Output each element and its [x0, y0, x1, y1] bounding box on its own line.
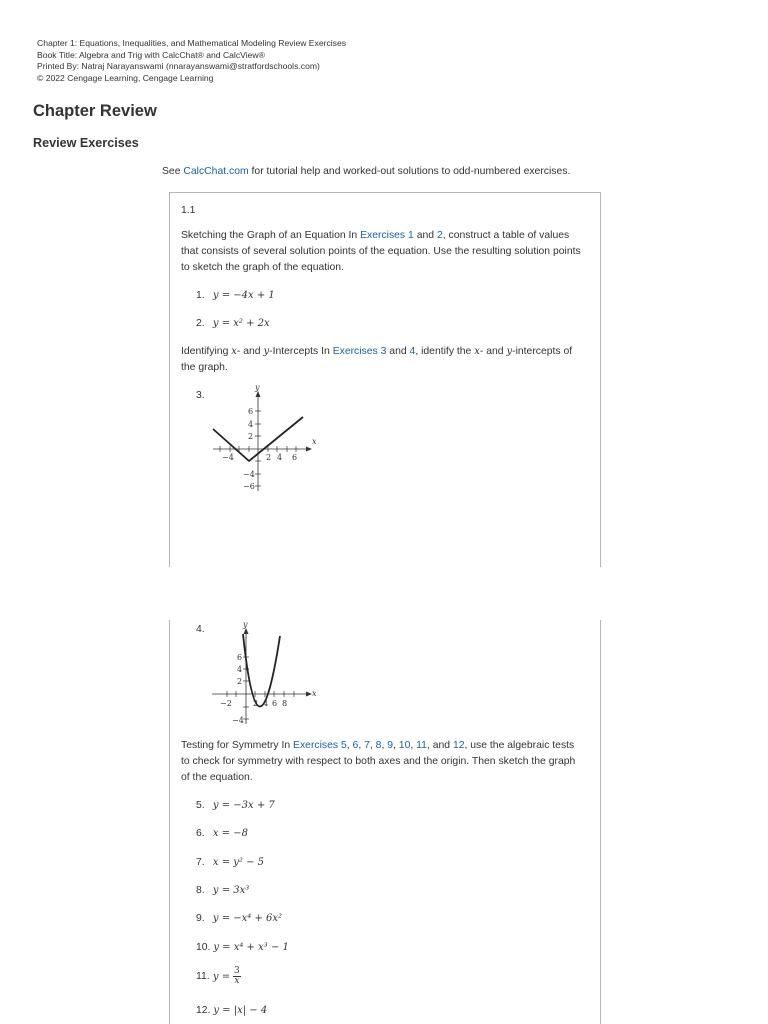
exercise-10-link[interactable]: 10 [398, 740, 411, 751]
intercepts-title-c: -Intercepts [269, 346, 319, 357]
fraction-denominator: x [234, 976, 240, 986]
exercise-7-link[interactable]: 7 [364, 740, 370, 751]
intro-suffix: for tutorial help and worked-out solutions to odd-numbered exercises. [248, 166, 571, 177]
meta-book-title: Book Title: Algebra and Trig with CalcChat® and CalcView® [37, 49, 265, 60]
exercise-number: 7. [196, 857, 205, 868]
y-tick-label: 6 [237, 653, 243, 662]
y-tick-label: −4 [243, 470, 255, 479]
y-tick-label: 2 [237, 677, 243, 686]
fraction-numerator: 3 [234, 966, 240, 976]
exercise-6 [196, 828, 248, 839]
symmetry-text-b: , use the algebraic tests to check for symmetry with respect to both axes and the origin. Then sketch the graph of the equation. [181, 740, 576, 783]
x-axis-label: x [312, 437, 317, 446]
exercise-box-1 [169, 192, 601, 567]
sketching-text-c: , construct a table of values that consists of several solution points of the equation. Use the resulting solution points to sketch the graph of the equation. [181, 230, 581, 273]
intercepts-title-x: x [231, 346, 237, 357]
intro-text [162, 166, 570, 177]
sketching-text-b: and [413, 230, 437, 241]
x-tick-label: 2 [253, 699, 259, 708]
y-axis-label: y [255, 383, 260, 392]
x-axis-label: x [312, 689, 317, 698]
x-tick-label: 6 [272, 699, 278, 708]
meta-printed-by: Printed By: Natraj Narayanswami (nnarayanswami@stratfordschools.com) [37, 61, 320, 71]
exercises-5-link[interactable]: Exercises 5 [293, 740, 347, 751]
intercepts-title-a: Identifying [181, 346, 232, 357]
x-tick-label: 4 [277, 453, 283, 462]
parabola-curve [243, 634, 280, 707]
section-number: 1.1 [181, 205, 196, 216]
exercise-number: 5. [196, 800, 205, 811]
intercepts-text-d: - and [479, 346, 507, 357]
exercise-number: 6. [196, 828, 205, 839]
sketching-instructions [181, 228, 581, 276]
x-tick-label: −4 [222, 453, 234, 462]
exercise-2 [196, 318, 270, 329]
intercepts-title-b: - and [236, 346, 264, 357]
exercise-equation: y = −3x + 7 [212, 800, 275, 811]
exercise-equation: y = x⁴ + x³ − 1 [213, 942, 289, 953]
exercise-number: 2. [196, 318, 205, 329]
sketching-title: Sketching the Graph of an Equation [181, 230, 346, 241]
exercise-equation: x = −8 [212, 828, 249, 839]
exercise-1 [196, 290, 275, 301]
exercise-box-2 [169, 620, 601, 1024]
exercise-9 [196, 913, 282, 924]
x-tick-label: 6 [292, 453, 298, 462]
exercise-equation: y = −4x + 1 [212, 290, 275, 301]
exercise-8-link[interactable]: 8 [375, 740, 382, 751]
exercise-3-graph [208, 383, 318, 493]
print-metadata [37, 38, 346, 84]
x-axis-arrow [306, 447, 312, 452]
exercises-2-link[interactable]: 2 [436, 230, 443, 241]
y-tick-label: 4 [248, 420, 254, 429]
intercepts-text-c: , identify the [415, 346, 475, 357]
intercepts-text-e: -intercepts of the graph. [181, 346, 573, 373]
sketching-text-a: In [345, 230, 361, 241]
x-tick-label: 2 [266, 453, 272, 462]
exercise-8 [196, 885, 249, 896]
exercise-4-number: 4. [196, 624, 205, 635]
y-tick-label: −6 [243, 482, 255, 491]
exercise-4-graph [208, 620, 318, 726]
x-tick-label: 8 [282, 699, 288, 708]
meta-chapter: Chapter 1: Equations, Inequalities, and Mathematical Modeling Review Exercises [37, 38, 347, 48]
fraction [233, 967, 241, 986]
exercise-number: 1. [196, 290, 205, 301]
intercepts-title-y: y [263, 346, 270, 357]
exercise-number: 11. [196, 971, 210, 983]
exercise-number: 9. [196, 913, 205, 924]
exercise-10 [196, 942, 289, 953]
exercise-6-link[interactable]: 6 [352, 740, 359, 751]
y-tick-label: 6 [248, 407, 254, 416]
exercise-12-link[interactable]: 12 [452, 740, 465, 751]
exercise-equation: y = x² + 2x [212, 318, 270, 329]
exercise-11 [196, 967, 241, 986]
section-heading: Review Exercises [33, 136, 139, 150]
exercise-12 [196, 1005, 267, 1016]
chapter-heading: Chapter Review [33, 102, 157, 120]
exercises-1-link[interactable]: Exercises 1 [360, 230, 414, 241]
exercise-number: 8. [196, 885, 205, 896]
y-axis-label: y [243, 620, 248, 629]
x-tick-label: −2 [220, 699, 232, 708]
calcchat-link[interactable]: CalcChat.com [183, 166, 249, 177]
intercepts-text-a: In [318, 346, 333, 357]
intro-prefix: See [162, 166, 184, 177]
exercise-number: 10. [196, 942, 211, 953]
x-tick-label: 4 [263, 699, 269, 708]
intercepts-text-y: y [506, 346, 513, 357]
exercise-equation: x = y² − 5 [212, 857, 265, 868]
exercise-equation: y = −x⁴ + 6x² [212, 913, 283, 924]
symmetry-title: Testing for Symmetry [181, 740, 279, 751]
y-tick-label: 2 [248, 432, 254, 441]
exercise-3-number: 3. [196, 390, 205, 401]
symmetry-instructions: Testing for Symmetry In Exercises 5, 6, 7, 8, 9, 10, 11, and 12, use the algebraic tests to check for symmetry with respect to both axes and the origin. Then sketch the graph of the equation. [181, 740, 576, 783]
exercise-number: 12. [196, 1005, 211, 1016]
exercise-9-link[interactable]: 9 [387, 740, 394, 751]
y-tick-label: 4 [237, 665, 243, 674]
intercepts-text-b: and [386, 346, 410, 357]
symmetry-text-a: In [278, 740, 294, 751]
meta-copyright: © 2022 Cengage Learning, Cengage Learning [37, 72, 214, 83]
exercise-5 [196, 800, 275, 811]
exercise-7 [196, 857, 264, 868]
exercise-equation-lhs: y = [212, 971, 231, 983]
exercises-3-link[interactable]: Exercises 3 [332, 346, 387, 357]
y-tick-label: −4 [232, 716, 244, 725]
intercepts-instructions [181, 344, 581, 376]
exercise-equation: y = 3x³ [212, 885, 250, 896]
exercise-11-link[interactable]: 11 [416, 740, 427, 751]
intercepts-text-x: x [474, 346, 480, 357]
exercises-4-link[interactable]: 4 [409, 346, 416, 357]
exercise-equation: y = |x| − 4 [213, 1005, 268, 1016]
